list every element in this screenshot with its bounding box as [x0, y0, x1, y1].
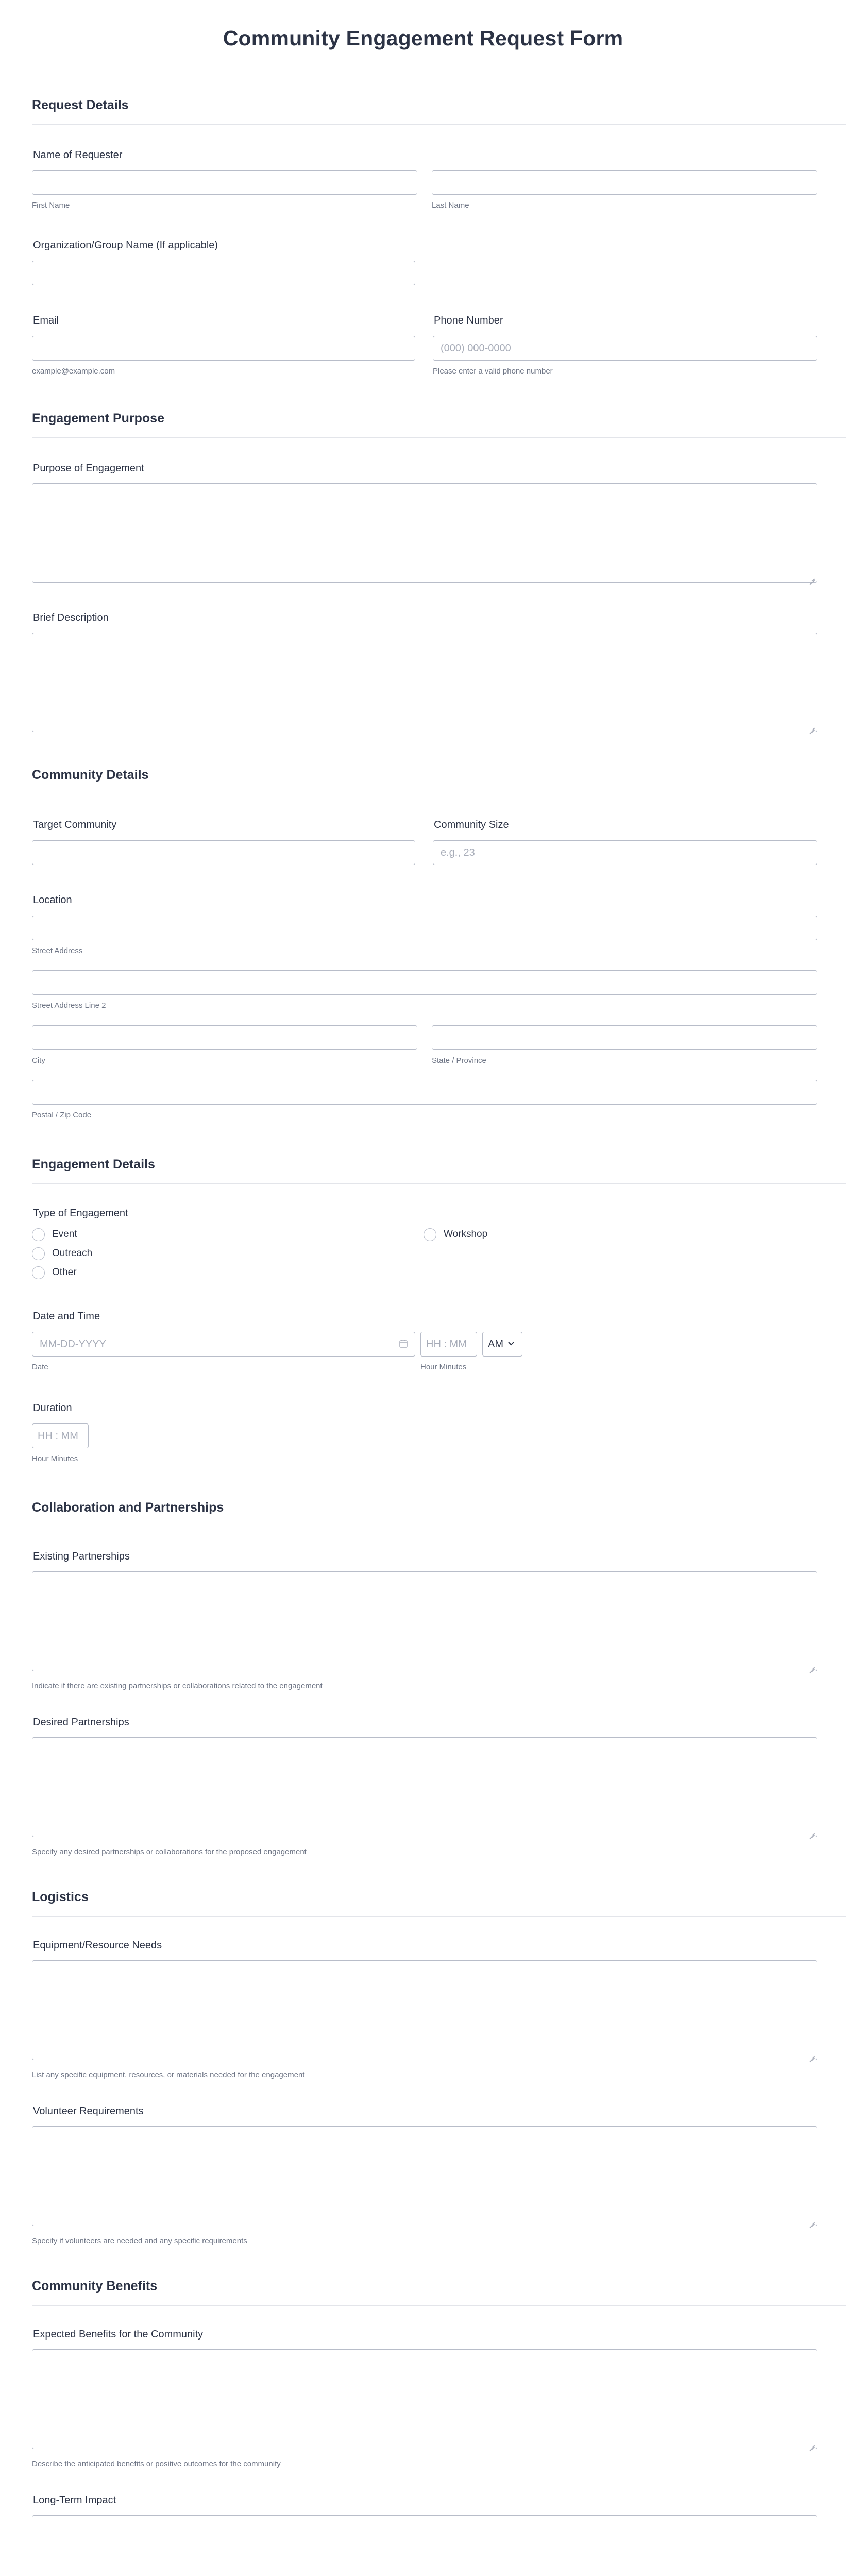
expected-benefits-sublabel: Describe the anticipated benefits or positive outcomes for the community	[32, 2460, 281, 2468]
calendar-icon[interactable]	[399, 1339, 408, 1348]
email-label: Email	[33, 315, 59, 326]
time-field	[420, 1332, 477, 1371]
ampm-value: AM	[488, 1338, 503, 1350]
duration-label: Duration	[33, 1402, 72, 1414]
location-label: Location	[33, 894, 72, 906]
radio-label: Event	[52, 1229, 77, 1240]
target-community-field	[32, 840, 415, 865]
section-title: Community Benefits	[32, 2279, 846, 2306]
desired-partnerships-sublabel: Specify any desired partnerships or collaborations for the proposed engagement	[32, 1848, 307, 1856]
purpose-textarea[interactable]	[32, 483, 817, 583]
section-engagement-purpose	[32, 411, 846, 438]
radio-label: Outreach	[52, 1248, 93, 1259]
radio-option-workshop[interactable]	[424, 1225, 487, 1244]
radio-option-other[interactable]	[32, 1263, 77, 1282]
date-input[interactable]	[32, 1332, 415, 1357]
street2-sublabel: Street Address Line 2	[32, 1001, 106, 1010]
section-request-details	[32, 98, 846, 125]
postal-sublabel: Postal / Zip Code	[32, 1111, 92, 1120]
equipment-label: Equipment/Resource Needs	[33, 1940, 162, 1951]
long-term-impact-textarea[interactable]	[32, 2515, 817, 2576]
type-label: Type of Engagement	[33, 1208, 128, 1219]
org-label: Organization/Group Name (If applicable)	[33, 240, 218, 251]
description-label: Brief Description	[33, 612, 109, 623]
radio-button[interactable]	[32, 1228, 45, 1241]
resize-grip-icon[interactable]	[809, 2218, 815, 2224]
form-header	[0, 0, 846, 77]
phone-field	[433, 336, 817, 376]
equipment-sublabel: List any specific equipment, resources, or materials needed for the engagement	[32, 2071, 305, 2079]
section-title: Engagement Details	[32, 1157, 846, 1184]
datetime-label: Date and Time	[33, 1311, 100, 1322]
name-label: Name of Requester	[33, 149, 123, 161]
resize-grip-icon[interactable]	[809, 2053, 815, 2058]
volunteer-textarea[interactable]	[32, 2126, 817, 2226]
duration-field	[32, 1423, 89, 1463]
radio-button[interactable]	[32, 1266, 45, 1279]
time-input[interactable]	[420, 1332, 477, 1357]
last-name-input[interactable]	[432, 170, 817, 195]
community-size-input[interactable]	[433, 840, 817, 865]
street2-input[interactable]	[32, 970, 817, 995]
long-term-impact-label: Long-Term Impact	[33, 2495, 116, 2506]
date-field	[32, 1332, 415, 1371]
postal-field	[32, 1080, 817, 1120]
email-field	[32, 336, 415, 376]
street-field	[32, 916, 817, 955]
description-textarea[interactable]	[32, 633, 817, 732]
ampm-select[interactable]	[482, 1332, 522, 1357]
section-collaboration	[32, 1500, 846, 1527]
chevron-down-icon	[507, 1340, 515, 1349]
section-title: Engagement Purpose	[32, 411, 846, 438]
volunteer-label: Volunteer Requirements	[33, 2106, 144, 2117]
section-title: Collaboration and Partnerships	[32, 1500, 846, 1527]
resize-grip-icon[interactable]	[809, 1829, 815, 1835]
existing-partnerships-label: Existing Partnerships	[33, 1551, 130, 1562]
section-engagement-details	[32, 1157, 846, 1184]
city-field	[32, 1025, 417, 1065]
radio-option-outreach[interactable]	[32, 1244, 92, 1263]
phone-label: Phone Number	[434, 315, 503, 326]
last-name-sublabel: Last Name	[432, 201, 469, 210]
section-title: Logistics	[32, 1890, 846, 1917]
expected-benefits-label: Expected Benefits for the Community	[33, 2329, 204, 2340]
state-sublabel: State / Province	[432, 1056, 486, 1065]
city-sublabel: City	[32, 1056, 45, 1065]
existing-partnerships-sublabel: Indicate if there are existing partnerships or collaborations related to the engagement	[32, 1682, 323, 1690]
email-input[interactable]	[32, 336, 415, 361]
resize-grip-icon[interactable]	[809, 575, 815, 580]
resize-grip-icon[interactable]	[809, 2442, 815, 2447]
first-name-sublabel: First Name	[32, 201, 70, 210]
postal-input[interactable]	[32, 1080, 817, 1105]
duration-input[interactable]	[32, 1423, 89, 1448]
section-title: Request Details	[32, 98, 846, 125]
phone-sublabel: Please enter a valid phone number	[433, 367, 553, 376]
target-community-input[interactable]	[32, 840, 415, 865]
radio-label: Other	[52, 1267, 77, 1278]
form-title: Community Engagement Request Form	[223, 26, 623, 50]
desired-partnerships-textarea[interactable]	[32, 1737, 817, 1837]
community-size-field	[433, 840, 817, 865]
community-size-label: Community Size	[434, 819, 509, 831]
equipment-textarea[interactable]	[32, 1960, 817, 2060]
target-community-label: Target Community	[33, 819, 117, 831]
state-input[interactable]	[432, 1025, 817, 1050]
org-input[interactable]	[32, 261, 415, 285]
phone-input[interactable]	[433, 336, 817, 361]
last-name-field	[432, 170, 817, 210]
street2-field	[32, 970, 817, 1010]
email-sublabel: example@example.com	[32, 367, 115, 376]
radio-option-event[interactable]	[32, 1225, 77, 1244]
resize-grip-icon[interactable]	[809, 724, 815, 730]
radio-label: Workshop	[444, 1229, 488, 1240]
resize-grip-icon[interactable]	[809, 1664, 815, 1669]
section-logistics	[32, 1890, 846, 1917]
volunteer-sublabel: Specify if volunteers are needed and any specific requirements	[32, 2236, 247, 2245]
section-community-details	[32, 768, 846, 794]
state-field	[432, 1025, 817, 1065]
street-input[interactable]	[32, 916, 817, 940]
section-community-benefits	[32, 2279, 846, 2306]
desired-partnerships-label: Desired Partnerships	[33, 1717, 129, 1728]
section-title: Community Details	[32, 768, 846, 794]
city-input[interactable]	[32, 1025, 417, 1050]
first-name-field	[32, 170, 417, 210]
radio-button[interactable]	[424, 1228, 436, 1241]
purpose-label: Purpose of Engagement	[33, 463, 144, 474]
radio-button[interactable]	[32, 1247, 45, 1260]
date-sublabel: Date	[32, 1363, 48, 1371]
expected-benefits-textarea[interactable]	[32, 2349, 817, 2449]
time-sublabel: Hour Minutes	[420, 1363, 467, 1371]
existing-partnerships-textarea[interactable]	[32, 1571, 817, 1671]
street-sublabel: Street Address	[32, 946, 83, 955]
duration-sublabel: Hour Minutes	[32, 1454, 78, 1463]
first-name-input[interactable]	[32, 170, 417, 195]
org-field	[32, 261, 415, 285]
